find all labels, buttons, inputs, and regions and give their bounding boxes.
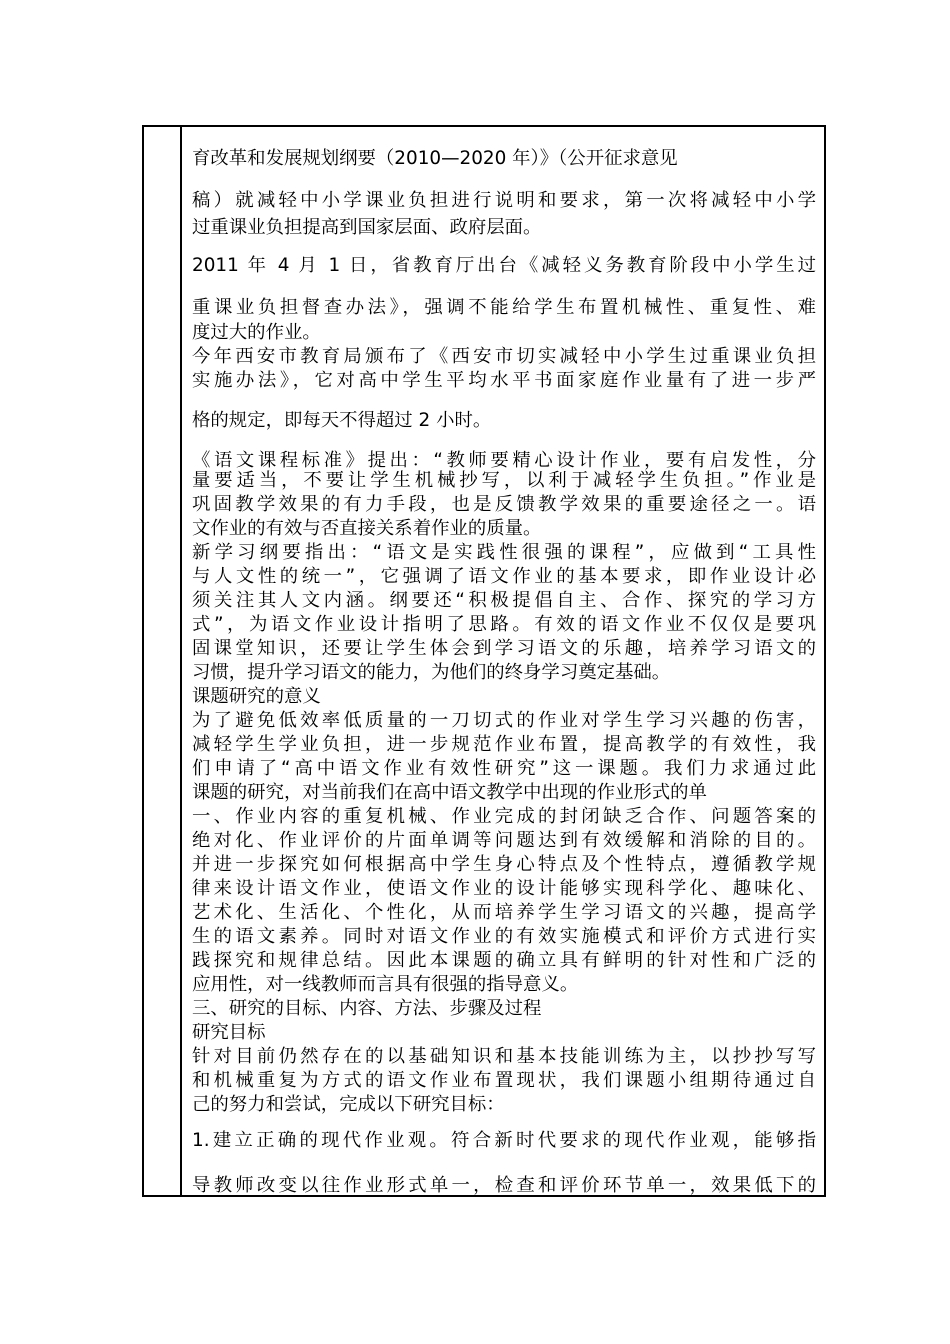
text-line: 固课堂知识，还要让学生体会到学习语文的乐趣，培养学习语文的 [192,638,816,659]
text-line: 量要适当，不要让学生机械抄写，以利于减轻学生负担。”作业是 [192,470,816,491]
text-line: 今年西安市教育局颁布了《西安市切实减轻中小学生过重课业负担 [192,346,816,367]
column-divider [180,127,182,1195]
text-line: 为了避免低效率低质量的一刀切式的作业对学生学习兴趣的伤害， [192,710,816,731]
text-line: 课题的研究，对当前我们在高中语文教学中出现的作业形式的单 [192,782,707,803]
text-line: 研究目标 [192,1022,266,1043]
document-table [142,125,826,1197]
text-line: 并进一步探究如何根据高中学生身心特点及个性特点，遵循教学规 [192,854,816,875]
text-line: 文作业的有效与否直接关系着作业的质量。 [192,518,542,539]
text-line: 绝对化、作业评价的片面单调等问题达到有效缓解和消除的目的。 [192,830,816,851]
text-line: 习惯，提升学习语文的能力，为他们的终身学习奠定基础。 [192,662,671,683]
text-line: 和机械重复为方式的语文作业布置现状，我们课题小组期待通过自 [192,1070,816,1091]
text-line: 己的努力和尝试，完成以下研究目标： [192,1094,505,1115]
text-line: 度过大的作业。 [192,322,321,343]
text-line: 育改革和发展规划纲要（2010—2020 年）》（公开征求意见 [192,148,678,169]
text-line: 新学习纲要指出：“语文是实践性很强的课程”，应做到“工具性 [192,542,816,563]
text-line: 巩固教学效果的有力手段，也是反馈教学效果的重要途径之一。语 [192,494,816,515]
text-line: 减轻学生学业负担，进一步规范作业布置，提高教学的有效性，我 [192,734,816,755]
text-line: 稿）就减轻中小学课业负担进行说明和要求，第一次将减轻中小学 [192,190,816,211]
text-line: 针对目前仍然存在的以基础知识和基本技能训练为主，以抄抄写写 [192,1046,816,1067]
text-line: 格的规定，即每天不得超过 2 小时。 [192,410,492,431]
table-cell-content [192,139,816,1201]
text-line: 过重课业负担提高到国家层面、政府层面。 [192,217,542,238]
text-line: 一、作业内容的重复机械、作业完成的封闭缺乏合作、问题答案的 [192,806,816,827]
text-line: 践探究和规律总结。因此本课题的确立具有鲜明的针对性和广泛的 [192,950,816,971]
text-line: 实施办法》，它对高中学生平均水平书面家庭作业量有了进一步严 [192,370,816,391]
text-line: 2011 年 4 月 1 日，省教育厅出台《减轻义务教育阶段中小学生过 [192,255,816,276]
text-line: 生的语文素养。同时对语文作业的有效实施模式和评价方式进行实 [192,926,816,947]
text-line: 导教师改变以往作业形式单一，检查和评价环节单一，效果低下的 [192,1175,816,1196]
text-line: 应用性，对一线教师而言具有很强的指导意义。 [192,974,579,995]
text-line: 式”，为语文作业设计指明了思路。有效的语文作业不仅仅是要巩 [192,614,816,635]
text-line: 课题研究的意义 [192,686,321,707]
text-line: 们申请了“高中语文作业有效性研究”这一课题。我们力求通过此 [192,758,816,779]
text-line: 《语文课程标准》提出：“教师要精心设计作业，要有启发性，分 [192,450,816,471]
text-line: 艺术化、生活化、个性化，从而培养学生学习语文的兴趣，提高学 [192,902,816,923]
text-line: 三、研究的目标、内容、方法、步骤及过程 [192,998,542,1019]
text-line: 律来设计语文作业，使语文作业的设计能够实现科学化、趣味化、 [192,878,816,899]
text-line: 1.建立正确的现代作业观。符合新时代要求的现代作业观，能够指 [192,1130,816,1151]
text-line: 与人文性的统一”，它强调了语文作业的基本要求，即作业设计必 [192,566,816,587]
text-line: 须关注其人文内涵。纲要还“积极提倡自主、合作、探究的学习方 [192,590,816,611]
text-line: 重课业负担督查办法》，强调不能给学生布置机械性、重复性、难 [192,297,816,318]
